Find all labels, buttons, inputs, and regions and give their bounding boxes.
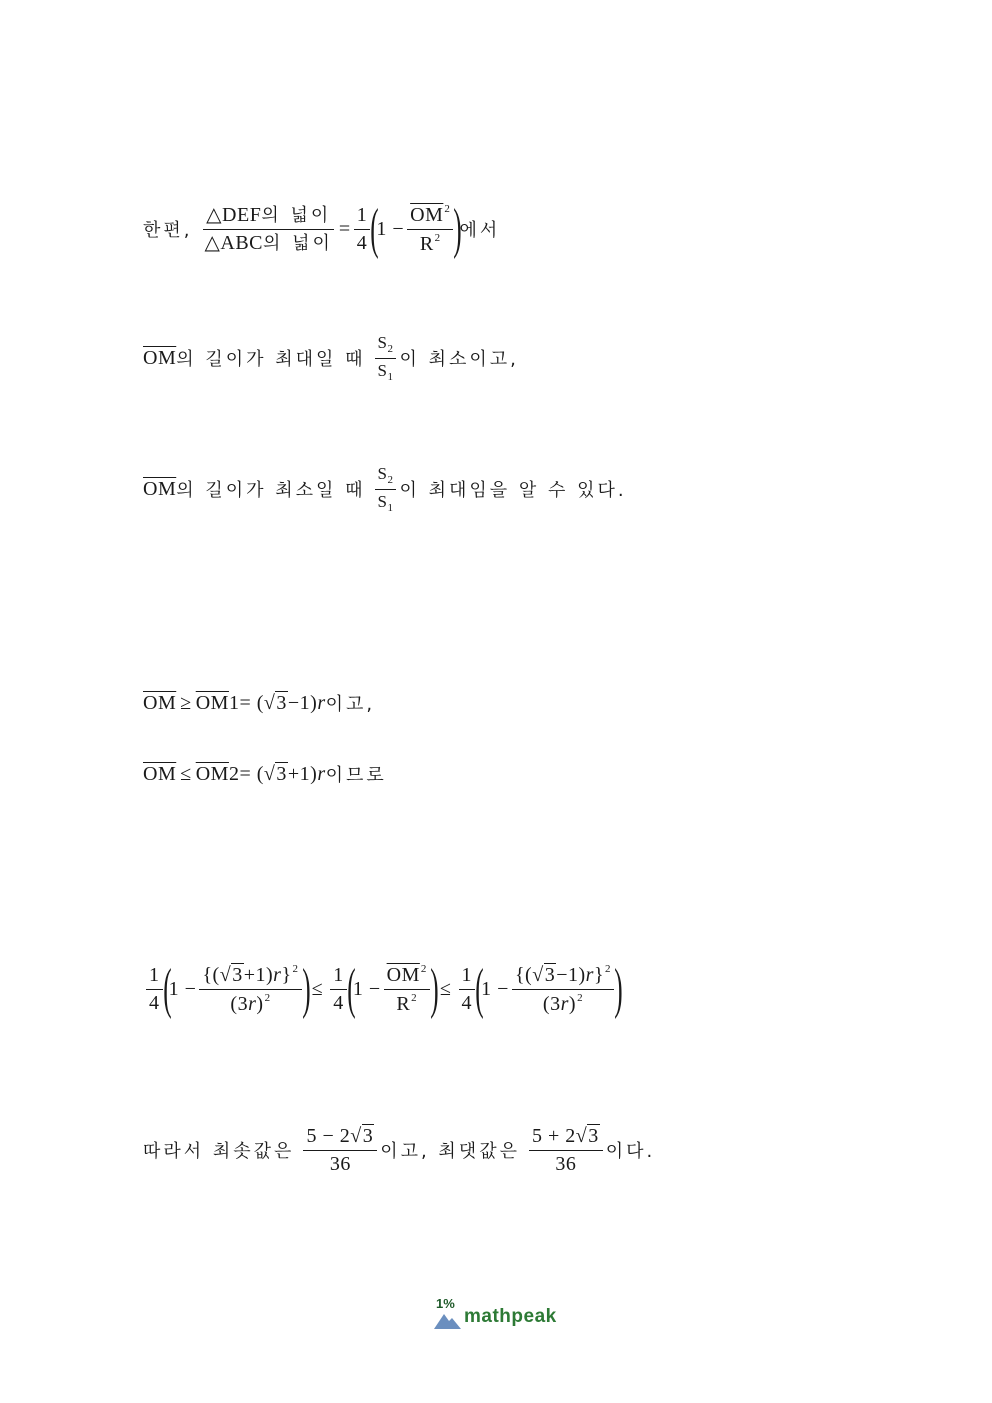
area-word: 의 넓이 (261, 204, 332, 226)
om1-segment: $\overline{OM}$ (195, 691, 229, 714)
text-prefix: 한편, (143, 220, 193, 241)
rhs-close: −1) (287, 691, 318, 714)
denominator: 4 (461, 991, 472, 1014)
lower-bound-fraction (199, 963, 301, 1016)
plus-one: +1) (243, 963, 274, 986)
sqrt-3: √ 3 (219, 963, 243, 986)
exponent: 2 (292, 962, 299, 975)
exponent: 2 (264, 991, 271, 1004)
rhs-close: +1) (287, 762, 318, 785)
exponent: 2 (434, 231, 441, 244)
line-om-min (143, 449, 627, 529)
subscript: 2 (228, 762, 240, 785)
logo-percent: 1% (436, 1296, 455, 1311)
numerator: 1 (330, 964, 347, 990)
s-ratio-fraction (375, 333, 397, 383)
radius-R: R (419, 232, 434, 255)
leq-sign: ≤ (440, 977, 452, 1000)
line-inequality-chain (143, 949, 623, 1029)
radicand: 3 (276, 763, 287, 785)
exponent: 2 (605, 962, 612, 975)
s-symbol: S (377, 332, 388, 352)
subscript: 2 (387, 342, 394, 355)
om-segment: $\overline{OM}$ (386, 963, 420, 986)
radicand: 3 (544, 963, 556, 986)
triangle-abc: △ABC (204, 231, 264, 254)
one-minus: 1 − (352, 977, 381, 1000)
radicand: 3 (276, 692, 287, 714)
one-minus: 1 − (481, 977, 509, 1000)
denominator: 4 (356, 231, 368, 254)
minus-one: −1) (556, 963, 586, 986)
line-conclusion (143, 1110, 655, 1190)
mathpeak-logo (434, 1296, 574, 1336)
denominator: 36 (329, 1153, 351, 1175)
om2-segment: $\overline{OM}$ (195, 762, 229, 785)
om-segment: $\overline{OM}$ (143, 477, 177, 500)
om-segment: $\overline{OM}$ (143, 691, 177, 714)
radicand: 3 (362, 1125, 374, 1147)
subscript: 2 (387, 473, 394, 486)
text-middle: 이고, 최댓값은 (380, 1141, 520, 1162)
subscript: 1 (387, 370, 394, 383)
brace-close: } (281, 963, 292, 986)
numerator: 1 (146, 964, 163, 990)
right-paren: ) (453, 198, 463, 260)
rhs-open: = ( (239, 691, 264, 714)
s-symbol: S (377, 463, 388, 483)
om-segment: $\overline{OM}$ (143, 762, 177, 785)
line-area-ratio (143, 189, 500, 269)
text-conclusion: 이 최대임을 알 수 있다. (399, 480, 627, 501)
left-paren: ( (475, 958, 484, 1020)
om-r-fraction (407, 203, 453, 256)
one-minus: 1 − (168, 977, 197, 1000)
line-om-lower-bound (143, 663, 375, 743)
s-ratio-fraction (375, 464, 397, 514)
text-suffix: 이고, (325, 694, 376, 715)
radius-r: r (273, 963, 282, 986)
exponent: 2 (577, 991, 584, 1004)
quarter-fraction (330, 964, 347, 1015)
logo-name: mathpeak (464, 1306, 557, 1327)
denominator: 36 (555, 1153, 577, 1175)
right-paren: ) (301, 958, 311, 1020)
den-open: (3 (542, 992, 561, 1015)
om-segment: $\overline{OM}$ (143, 346, 177, 369)
radicand: 3 (588, 1125, 599, 1147)
sqrt-3: √ 3 (575, 1125, 599, 1147)
max-numerator: 5 + 2 (531, 1125, 576, 1147)
radius-r: r (560, 992, 569, 1015)
area-ratio-fraction (202, 204, 336, 255)
text-condition: 의 길이가 최대일 때 (176, 349, 366, 370)
den-close: ) (568, 992, 577, 1015)
numerator: 1 (459, 964, 476, 990)
max-value-fraction (529, 1124, 603, 1176)
text-prefix: 따라서 최솟값은 (143, 1141, 295, 1162)
quarter-fraction (354, 204, 371, 255)
radius-r: r (317, 762, 326, 785)
rhs-open: = ( (239, 762, 264, 785)
leq-sign: ≤ (311, 977, 324, 1000)
left-paren: ( (346, 958, 356, 1020)
leq-sign: ≤ (180, 762, 192, 785)
s-symbol: S (377, 360, 388, 380)
line-om-max (143, 318, 519, 398)
subscript: 1 (387, 501, 394, 514)
exponent: 2 (411, 991, 418, 1004)
sqrt-3: √ 3 (532, 963, 556, 986)
den-open: (3 (230, 992, 249, 1015)
line-om-upper-bound (143, 734, 387, 814)
subscript: 1 (228, 691, 240, 714)
quarter-fraction (459, 964, 476, 1015)
sqrt-3: √ 3 (263, 763, 287, 785)
om-r-fraction (384, 963, 430, 1016)
denominator: 4 (333, 991, 344, 1014)
den-close: ) (256, 992, 264, 1015)
min-value-fraction (303, 1124, 377, 1176)
numerator: 1 (354, 204, 371, 230)
right-paren: ) (614, 958, 623, 1020)
left-paren: ( (370, 198, 380, 260)
right-paren: ) (430, 958, 439, 1020)
text-condition: 의 길이가 최소일 때 (176, 480, 366, 501)
exponent: 2 (444, 202, 451, 215)
sqrt-3: √ 3 (350, 1125, 374, 1147)
upper-bound-fraction (512, 963, 614, 1016)
radius-r: r (248, 992, 257, 1015)
equals-sign: = (338, 217, 351, 240)
brace-open: {( (202, 963, 220, 986)
text-suffix: 에서 (459, 220, 501, 241)
radius-r: r (585, 963, 594, 986)
text-suffix: 이다. (605, 1141, 656, 1162)
quarter-fraction (146, 964, 163, 1015)
mountain-icon (434, 1312, 462, 1330)
denominator: 4 (149, 991, 160, 1014)
radius-R: R (396, 992, 411, 1015)
one-minus: 1 − (376, 217, 405, 240)
min-numerator: 5 − 2 (306, 1125, 351, 1147)
brace-open: {( (514, 963, 533, 986)
radius-r: r (317, 691, 326, 714)
left-paren: ( (162, 958, 172, 1020)
brace-close: } (593, 963, 605, 986)
radicand: 3 (232, 963, 243, 986)
area-word: 의 넓이 (263, 232, 333, 254)
s-symbol: S (377, 491, 388, 511)
text-suffix: 이므로 (325, 765, 387, 786)
om-segment: $\overline{OM}$ (410, 203, 444, 226)
triangle-def: △DEF (206, 203, 262, 226)
geq-sign: ≥ (180, 691, 192, 714)
sqrt-3: √ 3 (263, 692, 287, 714)
text-conclusion: 이 최소이고, (399, 349, 519, 370)
exponent: 2 (420, 962, 427, 975)
